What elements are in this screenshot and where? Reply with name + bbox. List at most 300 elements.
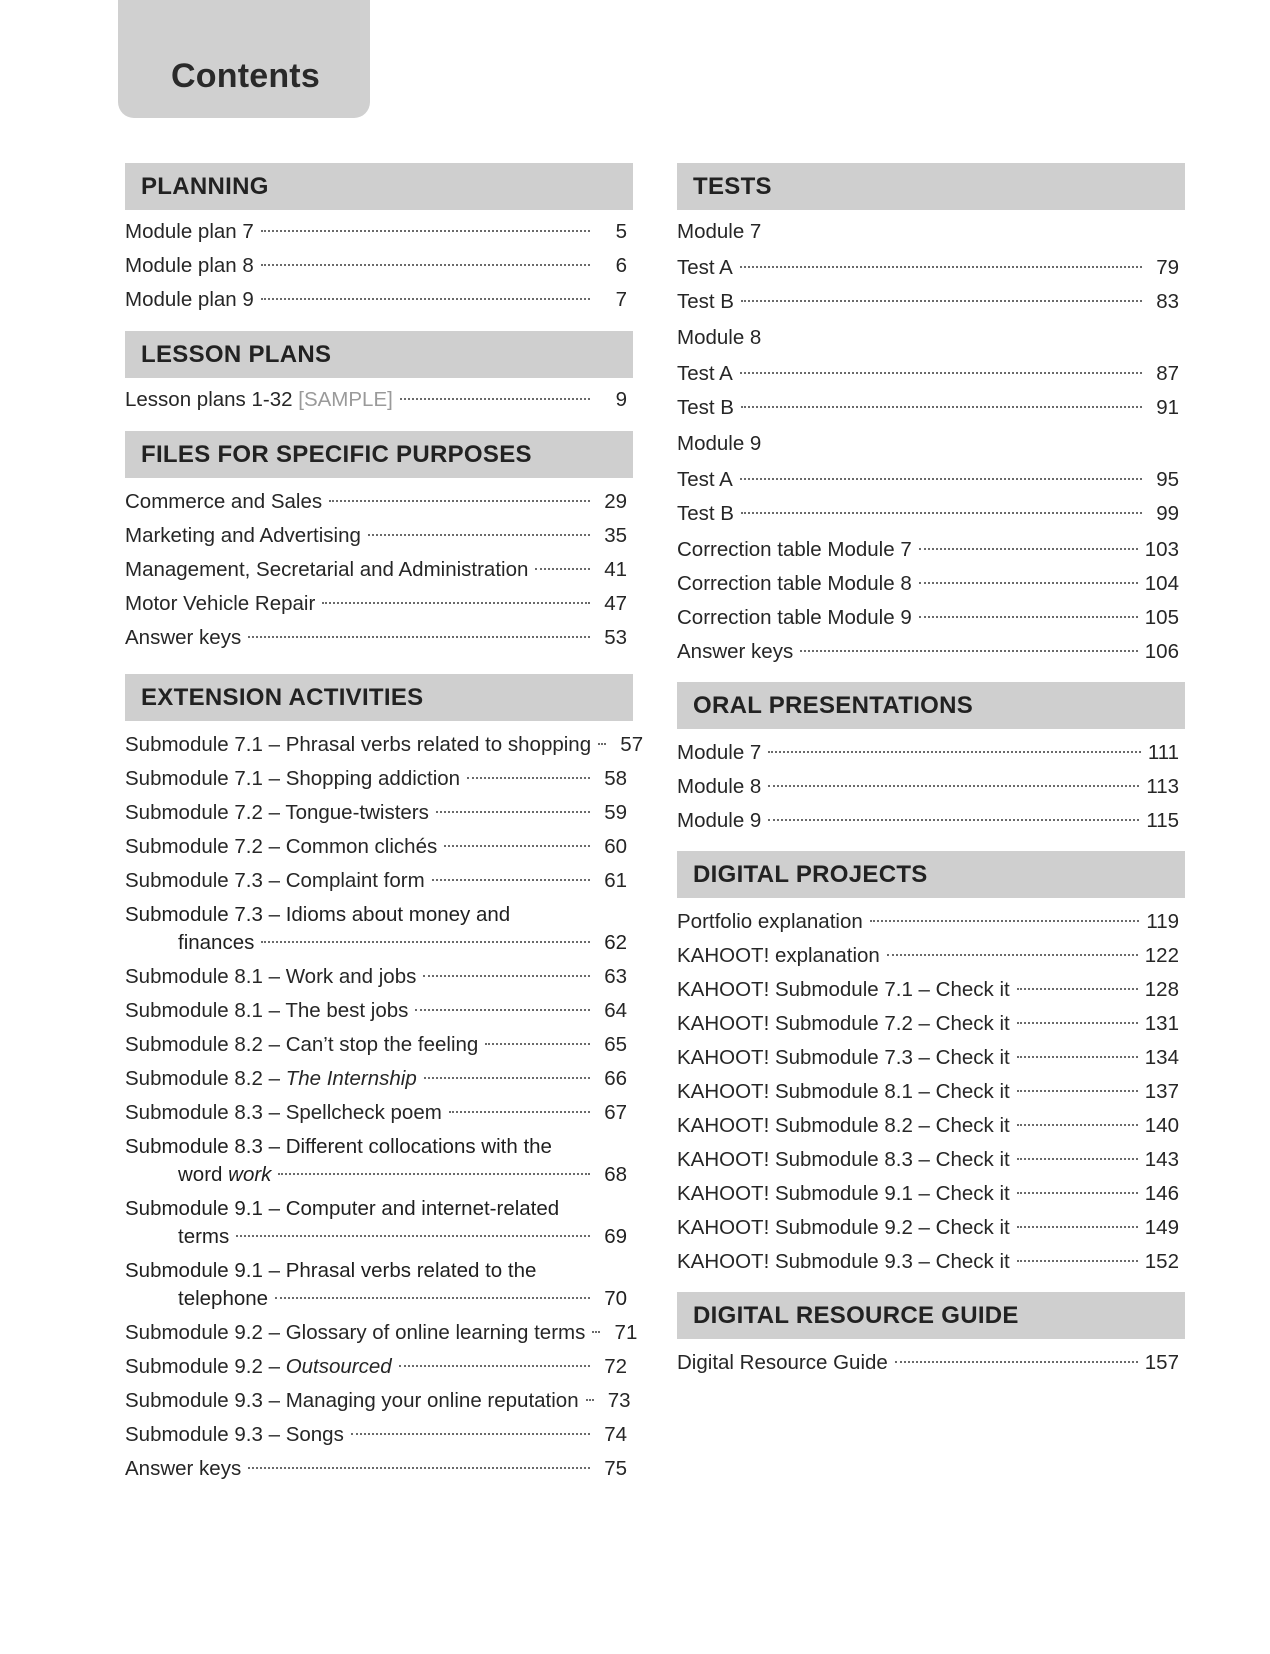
toc-entry-page: 131 (1144, 1012, 1179, 1035)
toc-entry-label-italic: work (228, 1163, 272, 1186)
toc-entry-page: 65 (604, 1033, 627, 1056)
toc-entry (125, 1099, 633, 1127)
dot-leader (261, 264, 590, 266)
tests-module7-label: Module 7 (677, 220, 762, 243)
toc-entry-text: Submodule 9.2 – Glossary of online learning terms (125, 1321, 586, 1344)
toc-entry-label (125, 386, 393, 414)
toc-entry-text: Submodule 9.3 – Managing your online reputation (125, 1389, 579, 1412)
toc-entry-label (125, 252, 254, 280)
toc-entry-text: Test A (677, 468, 733, 491)
toc-entry-label (677, 1248, 1010, 1276)
toc-entry-page: 122 (1144, 944, 1179, 967)
toc-entry-label: Submodule 8.3 – Different collocations with the (125, 1135, 552, 1158)
toc-entry (677, 394, 1185, 422)
section-oral (677, 682, 1185, 835)
resource-guide-list (677, 1349, 1185, 1377)
tests-m7-list (677, 254, 1185, 316)
toc-entry-text: Module plan 7 (125, 220, 254, 243)
toc-entry (125, 867, 633, 895)
toc-entry (125, 1319, 638, 1347)
toc-entry-label (125, 1319, 585, 1347)
toc-entry-text: Answer keys (125, 626, 242, 649)
dot-leader (424, 1077, 590, 1079)
toc-entry-label (677, 1010, 1010, 1038)
dot-leader (895, 1361, 1138, 1363)
toc-entry-page: 41 (604, 558, 627, 581)
tests-module8-label: Module 8 (677, 326, 762, 349)
dot-leader (592, 1331, 600, 1333)
toc-entry-label (125, 731, 591, 759)
left-column (125, 163, 644, 1483)
toc-entry-label-italic: Outsourced (285, 1355, 392, 1378)
dot-leader (768, 785, 1139, 787)
dot-leader (741, 300, 1142, 302)
toc-entry (125, 1065, 633, 1093)
dot-leader (741, 512, 1142, 514)
toc-entry-text: Test B (677, 396, 734, 419)
toc-entry (125, 286, 633, 314)
toc-entry-text: Submodule 9.3 – Songs (125, 1423, 344, 1446)
dot-leader (740, 266, 1142, 268)
toc-entry-text: Module 9 (677, 809, 762, 832)
toc-entry-page: 83 (1156, 290, 1179, 313)
toc-entry-text: Submodule 8.3 – Spellcheck poem (125, 1101, 442, 1124)
toc-entry (677, 773, 1185, 801)
toc-entry (677, 466, 1185, 494)
toc-entry-label (677, 394, 734, 422)
toc-entry-page: 68 (604, 1163, 627, 1186)
toc-entry (677, 604, 1185, 632)
toc-entry (677, 976, 1185, 1004)
toc-entry (677, 536, 1185, 564)
dot-leader (322, 602, 590, 604)
toc-entry-label: Submodule 9.1 – Phrasal verbs related to the (125, 1259, 537, 1282)
dot-leader (1017, 1226, 1138, 1228)
toc-entry-page: 157 (1144, 1351, 1179, 1374)
toc-entry-page: 111 (1147, 741, 1179, 764)
toc-entry (125, 1195, 633, 1251)
toc-entry-label-cont (178, 1161, 271, 1189)
toc-entry (677, 1214, 1185, 1242)
toc-entry-text: KAHOOT! Submodule 8.1 – Check it (677, 1080, 1010, 1103)
toc-entry-label (677, 976, 1010, 1004)
toc-entry-page: 91 (1156, 396, 1179, 419)
dot-leader (261, 298, 590, 300)
toc-entry (677, 1349, 1185, 1377)
toc-entry (677, 1078, 1185, 1106)
toc-entry-page: 128 (1144, 978, 1179, 1001)
toc-entry (677, 360, 1185, 388)
toc-entry (677, 942, 1185, 970)
toc-entry-page: 106 (1144, 640, 1179, 663)
section-heading-oral: ORAL PRESENTATIONS (677, 682, 1185, 729)
dot-leader (870, 920, 1140, 922)
contents-title-tab (118, 0, 370, 118)
toc-entry-page: 73 (607, 1389, 631, 1412)
toc-entry-page: 35 (604, 524, 627, 547)
dot-leader (1017, 988, 1138, 990)
toc-entry (677, 638, 1185, 666)
dot-leader (768, 819, 1139, 821)
toc-entry (125, 997, 633, 1025)
toc-entry-label (677, 1146, 1010, 1174)
toc-entry-page: 146 (1144, 1182, 1179, 1205)
tests-extra-list (677, 536, 1185, 666)
dot-leader (741, 406, 1142, 408)
toc-entry-label (677, 604, 912, 632)
toc-entry-page: 95 (1156, 468, 1179, 491)
files-list (125, 488, 633, 652)
toc-entry (125, 488, 633, 516)
toc-entry-text: Submodule 7.2 – Tongue-twisters (125, 801, 429, 824)
toc-entry (125, 731, 644, 759)
toc-entry-page: 119 (1146, 910, 1179, 933)
dot-leader (1017, 1056, 1138, 1058)
toc-entry-label (125, 1455, 241, 1483)
planning-list (125, 218, 633, 314)
toc-entry (125, 522, 633, 550)
dot-leader (261, 230, 590, 232)
toc-entry-text: Test B (677, 502, 734, 525)
toc-entry-text: Test A (677, 362, 733, 385)
toc-entry (677, 908, 1185, 936)
dot-leader (432, 879, 590, 881)
toc-entry-label (125, 522, 361, 550)
toc-entry (125, 1133, 633, 1189)
section-tests (677, 163, 1185, 666)
toc-entry-label (125, 833, 437, 861)
toc-entry-text: Submodule 8.1 – Work and jobs (125, 965, 417, 988)
toc-entry (125, 590, 633, 618)
toc-entry (125, 556, 633, 584)
toc-entry-text: KAHOOT! Submodule 8.3 – Check it (677, 1148, 1010, 1171)
toc-entry-text: Submodule 7.2 – Common clichés (125, 835, 438, 858)
dot-leader (586, 1399, 594, 1401)
toc-entry-label (677, 466, 733, 494)
dot-leader (535, 568, 590, 570)
toc-entry-label (677, 942, 880, 970)
toc-entry-label (677, 536, 912, 564)
toc-entry-text: Correction table Module 9 (677, 606, 912, 629)
toc-entry-page: 143 (1144, 1148, 1179, 1171)
dot-leader (423, 975, 590, 977)
toc-entry-page: 134 (1144, 1046, 1179, 1069)
tests-m8-list (677, 360, 1185, 422)
toc-entry-text: Module plan 9 (125, 288, 254, 311)
toc-entry-label (677, 638, 793, 666)
toc-entry-label (125, 799, 429, 827)
toc-entry-page: 103 (1144, 538, 1179, 561)
toc-entry-text: Motor Vehicle Repair (125, 592, 316, 615)
toc-entry-page: 140 (1144, 1114, 1179, 1137)
toc-entry-page: 105 (1144, 606, 1179, 629)
toc-entry-label-prefix: word (178, 1163, 229, 1186)
toc-entry-label (125, 286, 254, 314)
dot-leader (368, 534, 590, 536)
toc-entry-label (677, 254, 733, 282)
toc-entry-label (125, 218, 254, 246)
section-resource-guide (677, 1292, 1185, 1377)
dot-leader (467, 777, 590, 779)
toc-entry-page: 69 (604, 1225, 627, 1248)
toc-entry-text: Answer keys (677, 640, 794, 663)
toc-entry-text: KAHOOT! Submodule 9.2 – Check it (677, 1216, 1010, 1239)
toc-entry (677, 1044, 1185, 1072)
toc-entry (677, 807, 1185, 835)
toc-entry (125, 386, 633, 414)
dot-leader (275, 1297, 590, 1299)
toc-entry-text: KAHOOT! Submodule 8.2 – Check it (677, 1114, 1010, 1137)
toc-entry-page: 99 (1156, 502, 1179, 525)
toc-entry-label-italic: The Internship (285, 1067, 417, 1090)
toc-entry-text: KAHOOT! Submodule 9.1 – Check it (677, 1182, 1010, 1205)
toc-entry-text: Module 8 (677, 775, 762, 798)
toc-entry-label (677, 360, 733, 388)
toc-entry (677, 254, 1185, 282)
toc-entry-text: Test B (677, 290, 734, 313)
toc-entry-page: 79 (1156, 256, 1179, 279)
toc-entry-page: 53 (604, 626, 627, 649)
toc-entry-text: Portfolio explanation (677, 910, 863, 933)
toc-entry-label (677, 739, 761, 767)
toc-entry-label (125, 624, 241, 652)
dot-leader (278, 1173, 590, 1175)
toc-entry-label (125, 556, 528, 584)
toc-entry-label (677, 807, 761, 835)
toc-entry-page: 87 (1156, 362, 1179, 385)
toc-entry (125, 833, 633, 861)
toc-entry-page: 9 (615, 388, 627, 411)
toc-entry-text: Test A (677, 256, 733, 279)
dot-leader (444, 845, 590, 847)
dot-leader (351, 1433, 590, 1435)
toc-entry-page: 71 (614, 1321, 638, 1344)
toc-entry-label (677, 773, 761, 801)
toc-entry-label (125, 1065, 417, 1093)
toc-entry-page: 113 (1146, 775, 1179, 798)
toc-entry-page: 152 (1144, 1250, 1179, 1273)
dot-leader (248, 1467, 590, 1469)
toc-entry-text: KAHOOT! Submodule 9.3 – Check it (677, 1250, 1010, 1273)
toc-entry-label (125, 867, 425, 895)
toc-entry-page: 7 (615, 288, 627, 311)
dot-leader (415, 1009, 590, 1011)
toc-entry-label (125, 1421, 344, 1449)
toc-entry-label (125, 590, 315, 618)
dot-leader (919, 582, 1138, 584)
dot-leader (485, 1043, 590, 1045)
dot-leader (1017, 1090, 1138, 1092)
toc-entry-label-cont: terms (178, 1225, 230, 1248)
toc-entry-label (125, 1031, 478, 1059)
section-extension (125, 674, 644, 1483)
toc-entry (677, 1010, 1185, 1038)
toc-entry (125, 799, 633, 827)
toc-entry (125, 1353, 633, 1381)
toc-entry (677, 1180, 1185, 1208)
toc-entry-text: Submodule 7.1 – Phrasal verbs related to shopping (125, 733, 592, 756)
toc-entry (677, 1112, 1185, 1140)
toc-entry-page: 74 (604, 1423, 627, 1446)
toc-entry (125, 1387, 633, 1415)
section-files (125, 431, 633, 652)
dot-leader (399, 1365, 590, 1367)
tests-module9-label: Module 9 (677, 432, 762, 455)
toc-entry-text: KAHOOT! Submodule 7.2 – Check it (677, 1012, 1010, 1035)
dot-leader (261, 941, 590, 943)
toc-entry-text: Submodule 8.2 – Can’t stop the feeling (125, 1033, 479, 1056)
toc-entry-label (125, 1353, 392, 1381)
toc-entry-text: Marketing and Advertising (125, 524, 361, 547)
toc-entry-label (125, 997, 408, 1025)
toc-entry-continuation (125, 1161, 633, 1189)
dot-leader (1017, 1158, 1138, 1160)
toc-entry (125, 218, 633, 246)
dot-leader (1017, 1260, 1138, 1262)
toc-entry-label-cont: telephone (178, 1287, 269, 1310)
extension-list (125, 731, 644, 1483)
section-heading-lesson-plans: LESSON PLANS (125, 331, 633, 378)
toc-entry-continuation (125, 929, 633, 957)
right-column (677, 163, 1185, 1377)
toc-entry (125, 624, 633, 652)
section-planning (125, 163, 633, 314)
toc-entry-page: 57 (620, 733, 644, 756)
toc-entry-label-prefix: Submodule 8.2 – (125, 1067, 286, 1090)
toc-entry-label (677, 1112, 1010, 1140)
dot-leader (919, 616, 1138, 618)
dot-leader (1017, 1192, 1138, 1194)
dot-leader (740, 372, 1142, 374)
toc-entry-text: Digital Resource Guide (677, 1351, 888, 1374)
tests-m9-list (677, 466, 1185, 528)
toc-entry-page: 66 (604, 1067, 627, 1090)
toc-entry-page: 75 (604, 1457, 627, 1480)
toc-entry-page: 5 (615, 220, 627, 243)
toc-entry (125, 1421, 633, 1449)
dot-leader (1017, 1124, 1138, 1126)
toc-entry (677, 1146, 1185, 1174)
toc-entry (125, 765, 633, 793)
toc-entry-text: Commerce and Sales (125, 490, 323, 513)
toc-entry-page: 59 (604, 801, 627, 824)
toc-entry-text: KAHOOT! Submodule 7.1 – Check it (677, 978, 1010, 1001)
toc-entry-label (677, 1180, 1010, 1208)
dot-leader (740, 478, 1142, 480)
toc-entry-text: Submodule 8.1 – The best jobs (125, 999, 409, 1022)
toc-entry-page: 115 (1146, 809, 1179, 832)
toc-entry-label (677, 288, 734, 316)
dot-leader (449, 1111, 590, 1113)
toc-entry-label (125, 1387, 579, 1415)
toc-entry-label (677, 1349, 888, 1377)
dot-leader (400, 398, 590, 400)
toc-entry (125, 1257, 633, 1313)
toc-entry-label (677, 500, 734, 528)
dot-leader (919, 548, 1138, 550)
toc-entry-page: 6 (615, 254, 627, 277)
section-heading-files: FILES FOR SPECIFIC PURPOSES (125, 431, 633, 478)
toc-entry-page: 70 (604, 1287, 627, 1310)
toc-entry-text: Correction table Module 7 (677, 538, 912, 561)
dot-leader (887, 954, 1138, 956)
toc-entry-page: 64 (604, 999, 627, 1022)
toc-entry (125, 252, 633, 280)
digital-projects-list (677, 908, 1185, 1276)
dot-leader (800, 650, 1138, 652)
page-title: Contents (171, 57, 320, 95)
toc-entry-page: 137 (1144, 1080, 1179, 1103)
toc-entry-text: Submodule 7.1 – Shopping addiction (125, 767, 461, 790)
toc-entry-text: KAHOOT! Submodule 7.3 – Check it (677, 1046, 1010, 1069)
toc-entry-page: 63 (604, 965, 627, 988)
toc-entry-page: 58 (604, 767, 627, 790)
dot-leader (329, 500, 590, 502)
toc-entry-label (125, 1099, 442, 1127)
toc-entry-label (677, 1078, 1010, 1106)
toc-entry (677, 500, 1185, 528)
toc-entry-page: 104 (1144, 572, 1179, 595)
toc-entry-label: Submodule 7.3 – Idioms about money and (125, 903, 511, 926)
toc-entry-page: 149 (1144, 1216, 1179, 1239)
dot-leader (1017, 1022, 1138, 1024)
toc-entry-label-prefix: Submodule 9.2 – (125, 1355, 286, 1378)
toc-entry-text: Correction table Module 8 (677, 572, 912, 595)
toc-entry (125, 901, 633, 957)
toc-entry-text: Management, Secretarial and Administration (125, 558, 529, 581)
toc-entry-page: 67 (604, 1101, 627, 1124)
toc-entry (677, 288, 1185, 316)
oral-list (677, 739, 1185, 835)
toc-entry-label (125, 765, 460, 793)
toc-entry-page: 72 (604, 1355, 627, 1378)
toc-entry-text: Answer keys (125, 1457, 242, 1480)
dot-leader (768, 751, 1140, 753)
dot-leader (236, 1235, 590, 1237)
toc-entry-continuation (125, 1223, 633, 1251)
dot-leader (436, 811, 590, 813)
toc-entry-page: 47 (604, 592, 627, 615)
toc-entry-label (677, 908, 863, 936)
toc-entry-page: 61 (604, 869, 627, 892)
toc-entry-page: 60 (604, 835, 627, 858)
lesson-plans-list (125, 386, 633, 414)
toc-entry (677, 739, 1185, 767)
toc-entry-label (125, 488, 322, 516)
toc-entry-label (677, 1214, 1010, 1242)
section-heading-planning: PLANNING (125, 163, 633, 210)
toc-entry-label: Submodule 9.1 – Computer and internet-related (125, 1197, 560, 1220)
toc-entry-label (677, 1044, 1010, 1072)
toc-entry-page: 62 (604, 931, 627, 954)
toc-entry-text: Module plan 8 (125, 254, 254, 277)
toc-entry (677, 1248, 1185, 1276)
dot-leader (248, 636, 590, 638)
toc-entry-continuation (125, 1285, 633, 1313)
section-heading-tests: TESTS (677, 163, 1185, 210)
toc-entry-text: KAHOOT! explanation (677, 944, 880, 967)
toc-entry (125, 1455, 633, 1483)
toc-entry-label (125, 963, 416, 991)
section-digital-projects (677, 851, 1185, 1276)
section-heading-digital-projects: DIGITAL PROJECTS (677, 851, 1185, 898)
toc-entry-label (677, 570, 912, 598)
toc-entry-text: Submodule 7.3 – Complaint form (125, 869, 425, 892)
toc-entry-text: Module 7 (677, 741, 762, 764)
toc-entry-label-cont: finances (178, 931, 255, 954)
sample-tag: [SAMPLE] (298, 388, 393, 411)
toc-entry (125, 963, 633, 991)
